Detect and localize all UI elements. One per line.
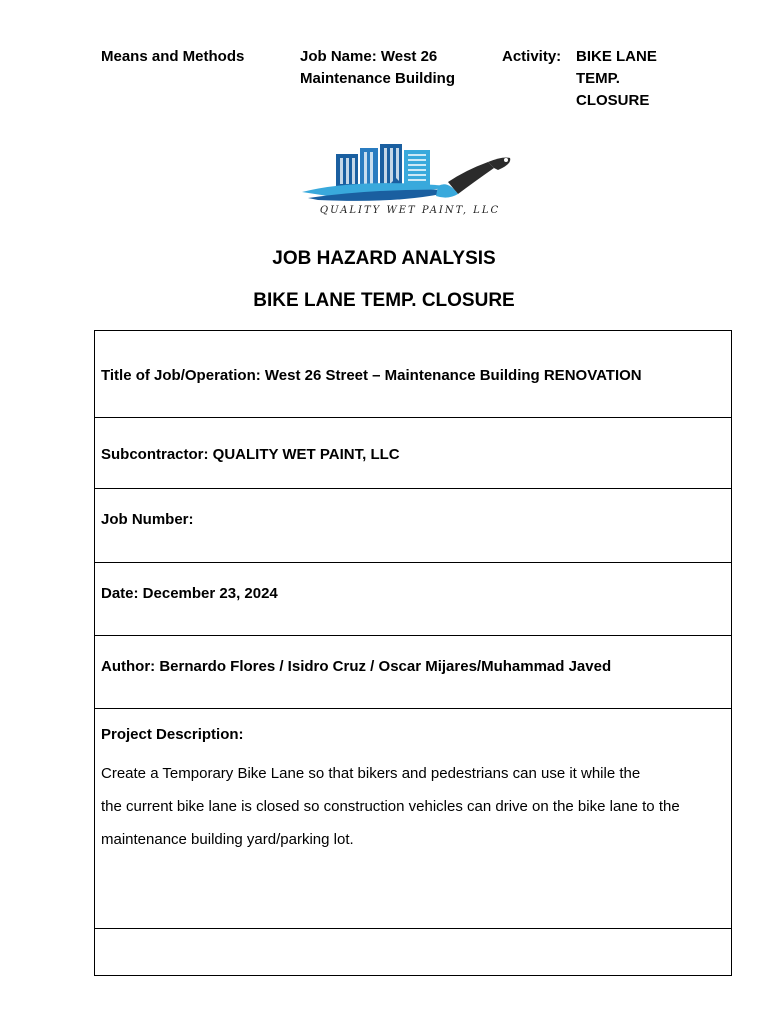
- document-subtitle: BIKE LANE TEMP. CLOSURE: [253, 290, 515, 311]
- project-description-line: the current bike lane is closed so construction vehicles can drive on the bike lane to the: [101, 798, 680, 815]
- table-row-job-number: [95, 489, 731, 563]
- project-description-line: Create a Temporary Bike Lane so that bikers and pedestrians can use it while the: [101, 765, 641, 782]
- project-description-label: Project Description:: [101, 726, 244, 743]
- logo-company-text: QUALITY WET PAINT, LLC: [319, 205, 501, 216]
- header-activity-value: BIKE LANE TEMP. CLOSURE: [576, 48, 657, 109]
- table-row-author: [95, 636, 731, 709]
- title-of-job-text: Title of Job/Operation: West 26 Street – Maintenance Building RENOVATION: [101, 367, 642, 384]
- subcontractor-text: Subcontractor: QUALITY WET PAINT, LLC: [101, 446, 400, 463]
- paint-brush-icon: [436, 158, 510, 198]
- project-description-line: maintenance building yard/parking lot.: [101, 831, 354, 848]
- header-job-name: Job Name: West 26 Maintenance Building: [300, 48, 456, 87]
- project-description-text: [101, 757, 731, 856]
- author-text: Author: Bernardo Flores / Isidro Cruz / Oscar Mijares/Muhammad Javed: [101, 658, 612, 675]
- job-number-text: Job Number:: [101, 511, 194, 528]
- document-title: JOB HAZARD ANALYSIS: [272, 248, 496, 269]
- header-activity-label: Activity:: [502, 48, 562, 65]
- table-row-title: [95, 331, 731, 418]
- buildings-icon: [336, 144, 430, 188]
- date-text: Date: December 23, 2024: [101, 585, 278, 602]
- table-row-project-description: [95, 709, 731, 929]
- table-row-subcontractor: [95, 418, 731, 489]
- job-info-table: [94, 330, 732, 976]
- table-row-date: [95, 563, 731, 636]
- wave-icon: [302, 183, 458, 201]
- table-row-empty: [95, 929, 731, 975]
- header-means-methods: Means and Methods: [101, 48, 245, 65]
